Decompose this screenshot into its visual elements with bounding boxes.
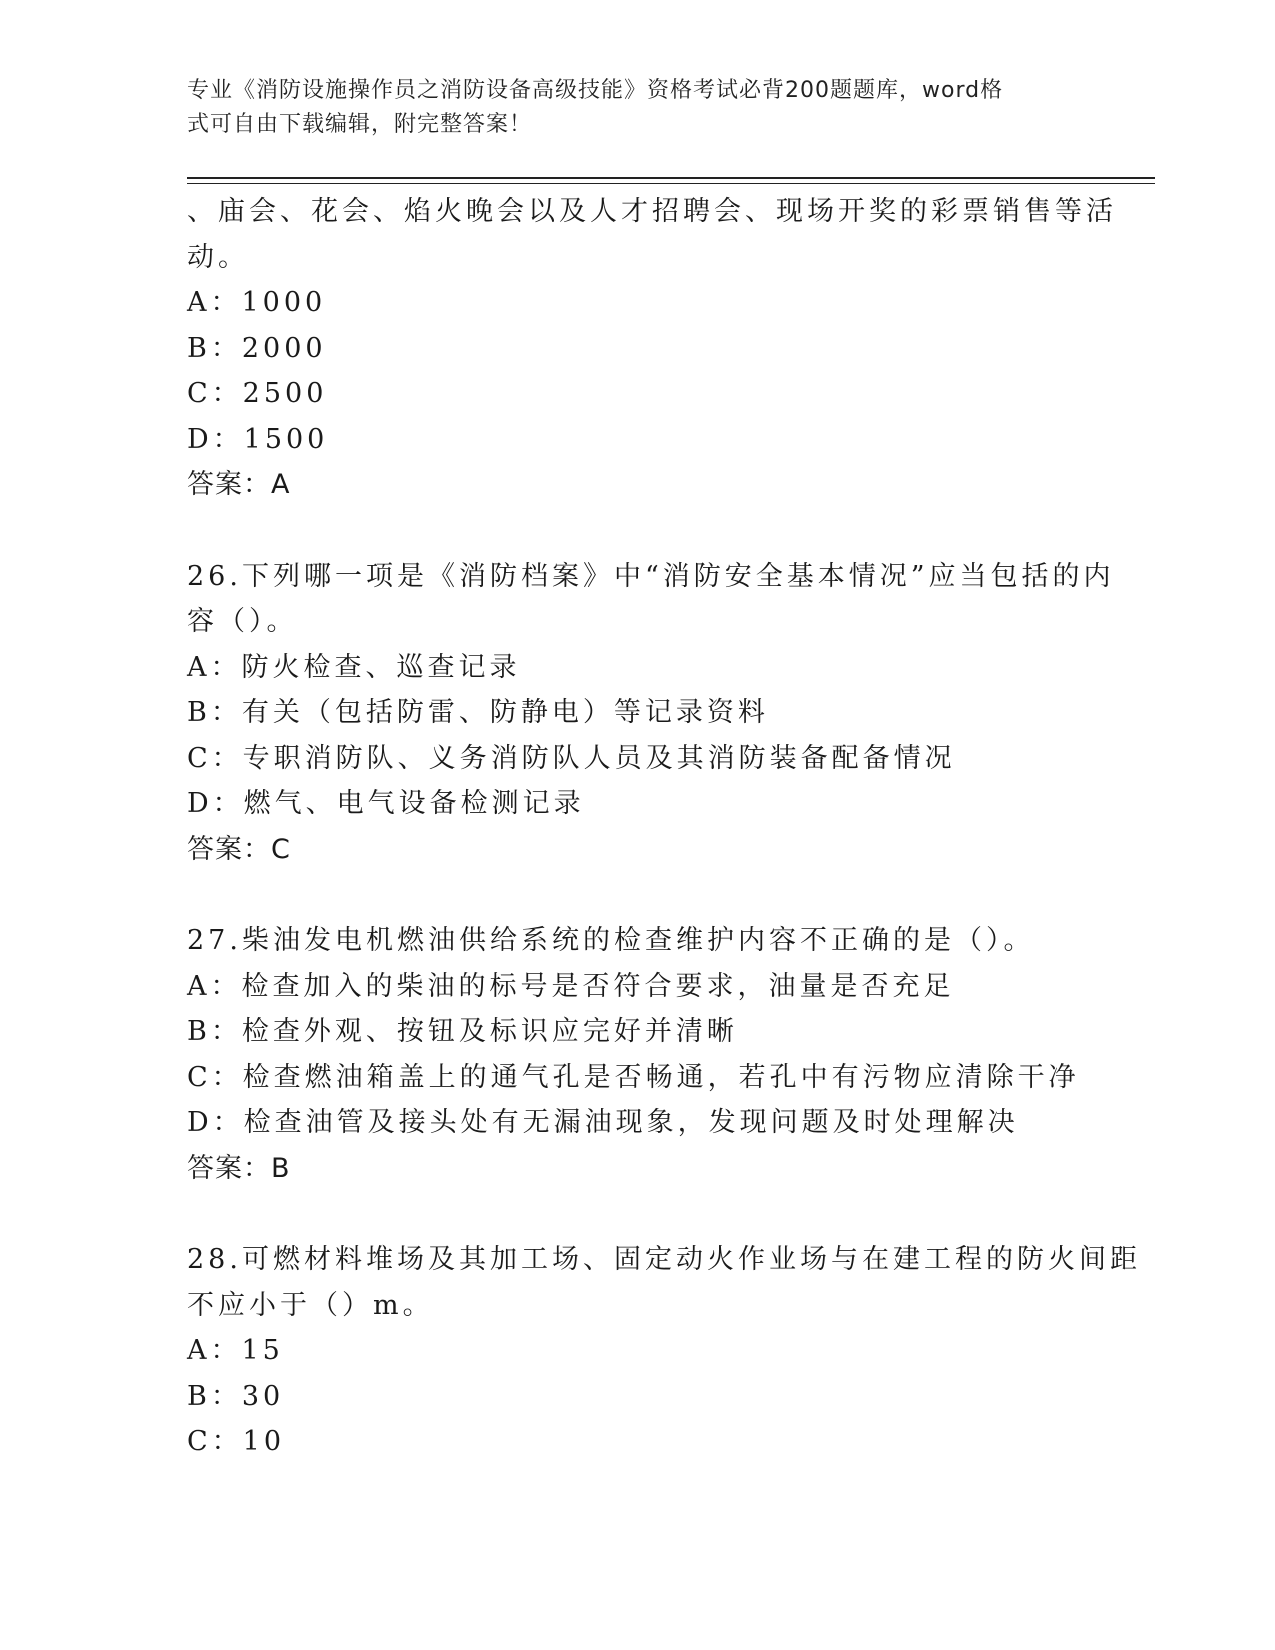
header-divider-thick (187, 177, 1155, 179)
question-28 (187, 1237, 1141, 1465)
option-c: C：专职消防队、义务消防队人员及其消防装备配备情况 (187, 742, 956, 774)
header-line-2: 式可自由下载编辑，附完整答案！ (187, 112, 533, 137)
option-a: A：防火检查、巡查记录 (187, 651, 521, 683)
spacer (187, 1191, 1087, 1237)
document-header (187, 74, 1087, 142)
option-b: B：2000 (187, 332, 327, 364)
option-a: A：检查加入的柴油的标号是否符合要求，油量是否充足 (187, 970, 955, 1002)
question-stem-line: 不应小于（）m。 (187, 1289, 434, 1321)
answer-line: 答案：C (187, 833, 291, 865)
question-stem-line: 28.可燃材料堆场及其加工场、固定动火作业场与在建工程的防火间距 (187, 1244, 1141, 1275)
question-stem-line: 27.柴油发电机燃油供给系统的检查维护内容不正确的是（）。 (187, 925, 1035, 956)
question-stem-line: 、庙会、花会、焰火晚会以及人才招聘会、现场开奖的彩票销售等活 (187, 196, 1117, 227)
option-d: D：1500 (187, 423, 329, 455)
option-c: C：10 (187, 1426, 286, 1457)
question-stem-line: 容（）。 (187, 606, 298, 637)
spacer (187, 872, 1087, 918)
question-27 (187, 918, 1087, 1191)
header-line-1: 专业《消防设施操作员之消防设备高级技能》资格考试必背200题题库，word格 (187, 78, 1004, 103)
question-list (187, 189, 1141, 1465)
option-d: D：燃气、电气设备检测记录 (187, 788, 585, 819)
option-d: D：检查油管及接头处有无漏油现象，发现问题及时处理解决 (187, 1107, 1019, 1138)
answer-line: 答案：A (187, 469, 291, 500)
question-26 (187, 554, 1115, 873)
option-a: A：1000 (187, 287, 327, 318)
question-stem-line: 26.下列哪一项是《消防档案》中“消防安全基本情况”应当包括的内 (187, 560, 1115, 592)
option-b: B：30 (187, 1380, 285, 1412)
option-c: C：检查燃油箱盖上的通气孔是否畅通，若孔中有污物应清除干净 (187, 1061, 1080, 1093)
option-b: B：检查外观、按钮及标识应完好并清晰 (187, 1016, 738, 1047)
spacer (187, 508, 1087, 554)
answer-line: 答案：B (187, 1152, 291, 1184)
option-c: C：2500 (187, 378, 328, 409)
question-stem-line: 动。 (187, 241, 249, 273)
option-b: B：有关（包括防雷、防静电）等记录资料 (187, 697, 769, 728)
header-divider-thin (187, 183, 1155, 184)
question-continuation (187, 189, 1117, 508)
option-a: A：15 (187, 1335, 284, 1366)
